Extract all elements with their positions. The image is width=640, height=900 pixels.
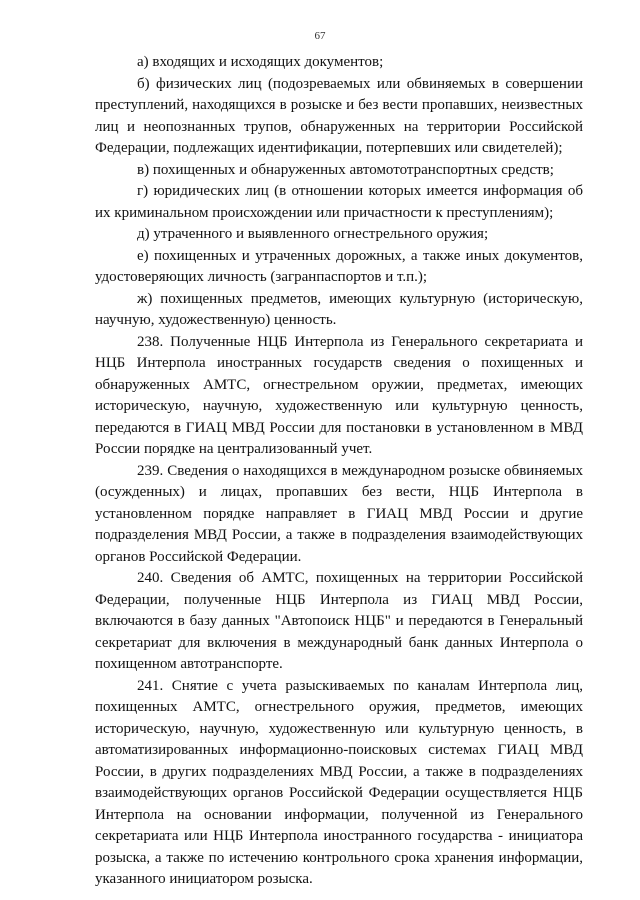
page-number: 67	[314, 30, 326, 42]
paragraph-240: 240. Сведения об АМТС, похищенных на территории Российской Федерации, полученные НЦБ Интерпола из ГИАЦ МВД России, включаются в базу данных "Автопоиск НЦБ" и передаются в Генеральный секретариат для включения в международный банк данных Интерпола о похищенном автотранспорте.	[95, 570, 583, 672]
list-item-a: а) входящих и исходящих документов;	[137, 54, 384, 70]
list-item-d: д) утраченного и выявленного огнестрельного оружия;	[137, 226, 489, 242]
list-item-zh: ж) похищенных предметов, имеющих культурную (историческую, научную, художественную) ценность.	[95, 290, 583, 328]
list-item-b: б) физических лиц (подозреваемых или обвиняемых в совершении преступлений, находящихся в розыске и без вести пропавших, неизвестных лиц и неопознанных трупов, обнаруженных на территории Российской Федерации, подлежащих идентификации, потерпевших или свидетелей);	[95, 75, 583, 156]
paragraph-238: 238. Полученные НЦБ Интерпола из Генерального секретариата и НЦБ Интерпола иностранных государств сведения о похищенных и обнаруженных АМТС, огнестрельном оружии, предметах, имеющих историческую, научную, художественную или культурную ценность, передаются в ГИАЦ МВД России для постановки в установленном в МВД России порядке на централизованный учет.	[95, 333, 583, 457]
list-item-v: в) похищенных и обнаруженных автомототранспортных средств;	[137, 161, 554, 178]
paragraph-239: 239. Сведения о находящихся в международном розыске обвиняемых (осужденных) и лицах, пропавших без вести, НЦБ Интерпола в установленном порядке направляет в ГИАЦ МВД России и другие подразделения МВД России, а также в подразделения взаимодействующих органов Российской Федерации.	[95, 462, 583, 565]
document-body	[95, 52, 583, 891]
list-item-g: г) юридических лиц (в отношении которых имеется информация об их криминальном происхождении или причастности к преступлениям);	[95, 183, 583, 221]
list-item-e: е) похищенных и утраченных дорожных, а также иных документов, удостоверяющих личность (загранпаспортов и т.п.);	[95, 247, 583, 285]
paragraph-241: 241. Снятие с учета разыскиваемых по каналам Интерпола лиц, похищенных АМТС, огнестрельного оружия, предметов, имеющих историческую, научную, художественную или культурную ценность, в автоматизированных информационно-поисковых системах ГИАЦ МВД России, в других подразделениях МВД России, а также в подразделениях взаимодействующих органов Российской Федерации осуществляется НЦБ Интерпола на основании информации, полученной из Генерального секретариата или НЦБ Интерпола иностранного государства - инициатора розыска, а также по истечению контрольного срока хранения информации, указанного инициатором розыска.	[95, 677, 583, 887]
